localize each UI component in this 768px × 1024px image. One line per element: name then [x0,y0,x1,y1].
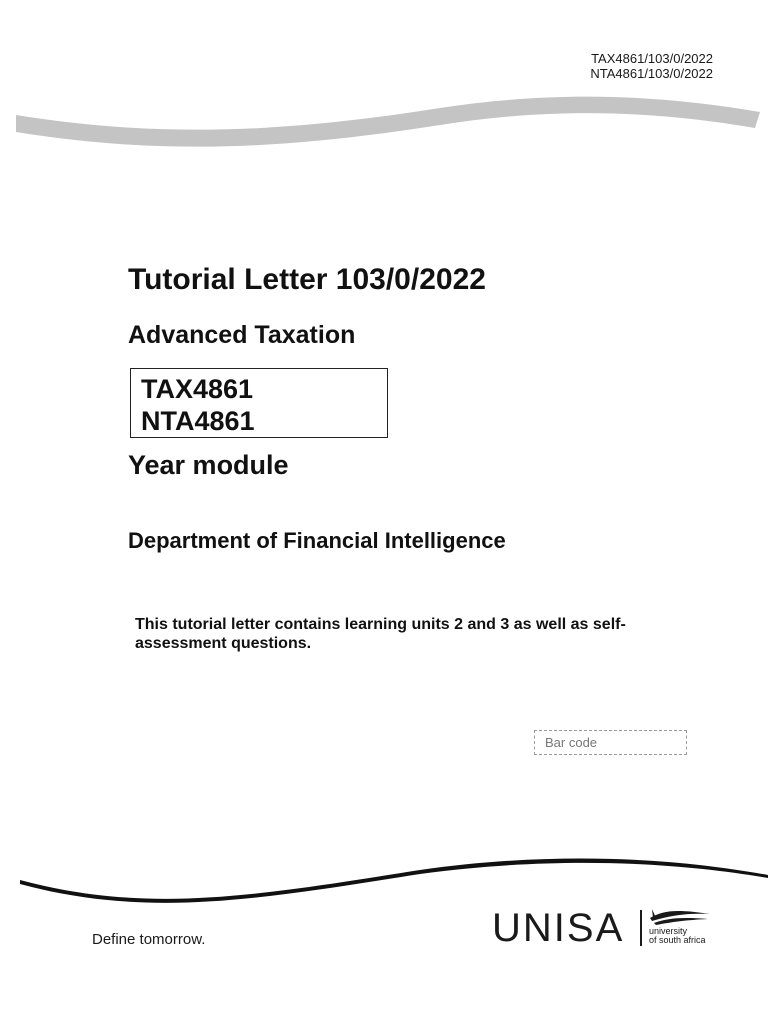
top-wave-shape [16,97,760,147]
reference-code-2: NTA4861/103/0/2022 [590,66,713,81]
module-code-1: TAX4861 [141,374,254,404]
unisa-logo-subtitle [649,927,706,945]
subject-title: Advanced Taxation [128,321,356,349]
module-type: Year module [128,450,289,480]
unisa-logo-word: UNISA [492,906,625,950]
module-code-box [130,368,388,438]
letter-description: This tutorial letter contains learning units 2 and 3 as well as self-assessment questions. [135,616,626,652]
bottom-wave-band [0,845,768,905]
module-code-2: NTA4861 [141,406,255,436]
tagline: Define tomorrow. [92,931,206,948]
top-wave-band [0,80,768,160]
logo-sub-line-2: of south africa [649,935,706,945]
bottom-wave-shape [20,859,768,903]
department-name: Department of Financial Intelligence [128,528,506,553]
logo-sub-line-1: university [649,926,688,936]
reference-code-1: TAX4861/103/0/2022 [591,51,713,66]
document-title: Tutorial Letter 103/0/2022 [128,263,486,296]
barcode-placeholder: Bar code [534,730,687,755]
unisa-bird-logo-icon [648,906,714,926]
logo-divider [640,910,642,946]
